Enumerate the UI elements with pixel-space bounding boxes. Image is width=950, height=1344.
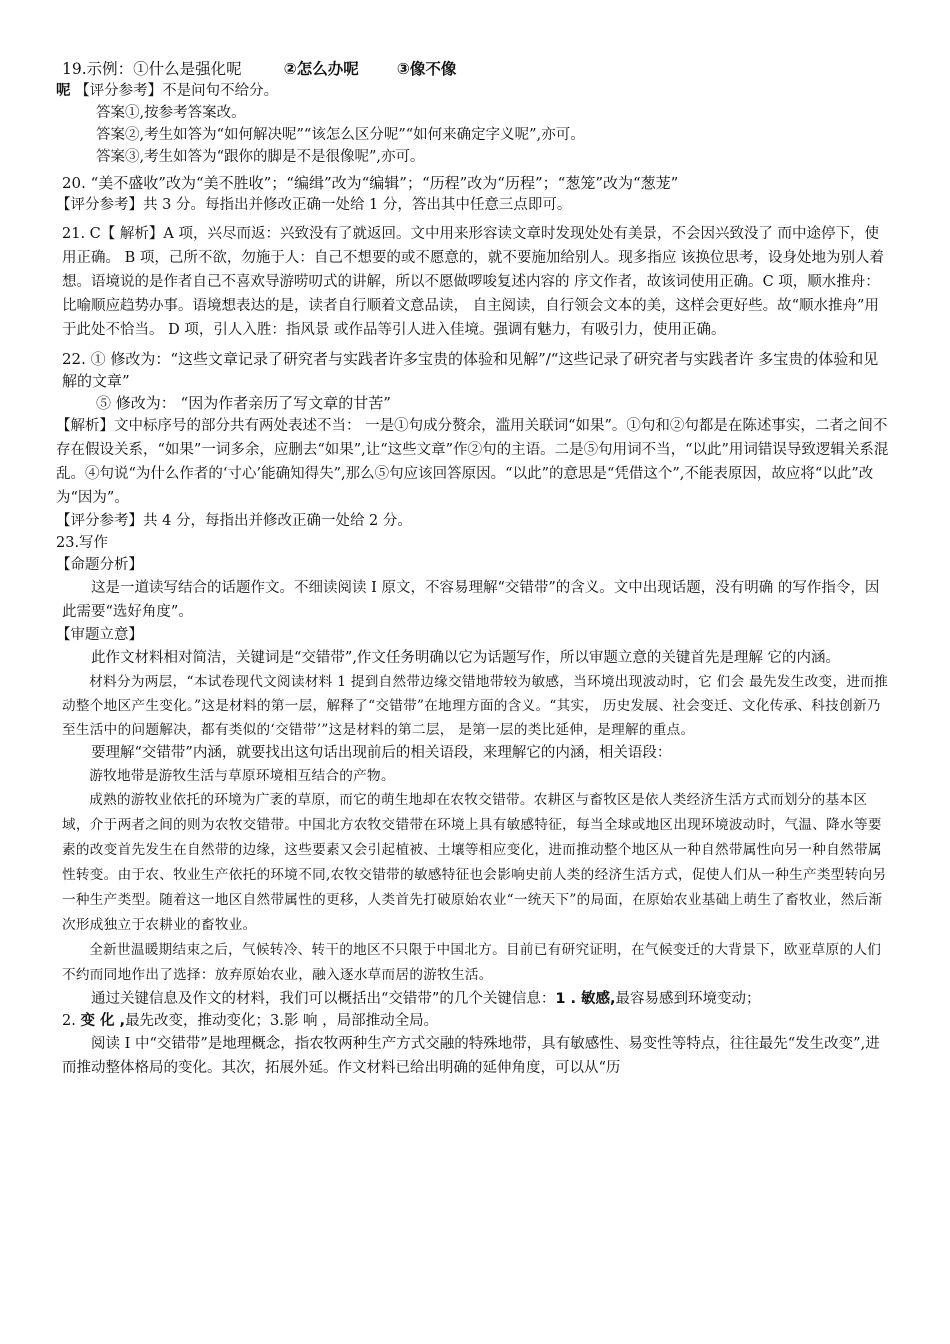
- q19-answer-2: ②怎么办呢: [283, 60, 359, 78]
- q23-key-info-intro: 通过关键信息及作文的材料，我们可以概括出“交错带”的几个关键信息：: [91, 991, 556, 1007]
- q23-section-proposition: 【命题分析】: [56, 557, 143, 573]
- q19-note-3: 答案③,考生如答为“跟你的脚是不是很像呢”,亦可。: [96, 149, 425, 165]
- q19-answer-3: ③像不像: [396, 60, 457, 78]
- q22-fix-1: 22. ① 修改为：“这些文章记录了研究者与实践者许多宝贵的体验和见解”/“这些记录了研究者与实践者许 多宝贵的体验和见解的文章”: [62, 350, 879, 390]
- q23-key-sensitive: 1 . 敏感,: [555, 991, 616, 1007]
- q20-scoring-ref: 【评分参考】共 3 分。每指出并修改正确一处给 1 分，答出其中任意三点即可。: [56, 197, 572, 213]
- q20-answer: 20. “美不盛收”改为“美不胜收”；“编缉”改为“编辑”；“历程”改为“历程”；“葱笼”改为“葱茏”: [62, 174, 679, 192]
- q19-line: [62, 58, 892, 80]
- q23-excerpt-2: 成熟的游牧业依托的环境为广袤的草原，而它的萌生地却在农牧交错带。农耕区与畜牧区是依人类经济生活方式而划分的基本区域，介于两者之间的则为农牧交错带。中国北方农牧交错带在环境上具有敏感特征，每当全球或地区出现环境波动时，气温、降水等要素的改变首先发生在自然带的边缘，这些要素又会引起植被、土壤等相应变化，进而推动整个地区从一种自然带属性向另一种自然带属性转变。由于农、牧业生产依托的环境不同,农牧交错带的敏感特征也会影响史前人类的经济生活方式，促使人们从一种生产类型转向另一种生产类型。随着这一地区自然带属性的更移，人类首先打破原始农业“一统天下”的局面，在原始农业基础上萌生了畜牧业，然后渐次形成独立于农耕业的畜牧业。: [62, 792, 887, 933]
- q23-material-layers: 材料分为两层，“本试卷现代文阅读材料 1 提到自然带边缘交错地带较为敏感，当环境出现波动时，它 们会 最先发生改变，进而推动整个地区产生变化。”这是材料的第一层，解释了“交错带”在地理方面的含义。“其实， 历史发展、社会变迁、文化传承、科技创新乃至生活中的问题解决，都有类似的‘交错带’”这是材料的第二层， 是第一层的类比延伸，是理解的重点。: [62, 674, 889, 738]
- q23-key-change-desc: 最先改变，推动变化；3.影 响 ，局部推动全局。: [125, 1013, 439, 1029]
- q23-key-info-1: [62, 988, 892, 1010]
- q23-intent-text: 此作文材料相对简洁，关键词是“交错带”,作文任务明确以它为话题写作，所以审题立意的关键首先是理解 它的内涵。: [91, 650, 841, 666]
- q19-note-1: 答案①,按参考答案改。: [96, 105, 246, 121]
- q22-fix-5: ⑤ 修改为： “因为作者亲历了写文章的甘苦”: [96, 394, 391, 412]
- q19-head: 19.示例：①什么是强化呢: [62, 60, 242, 78]
- q23-key-sensitive-desc: 最容易感到环境变动；: [615, 991, 761, 1007]
- q23-find-context: 要理解“交错带”内涵，就要找出这句话出现前后的相关语段，来理解它的内涵，相关语段：: [91, 745, 672, 761]
- q23-excerpt-3: 全新世温暖期结束之后，气候转冷、转干的地区不只限于中国北方。目前已有研究证明，在气候变迁的大背景下，欧亚草原的人们不约而同地作出了选择：放弃原始农业，融入逐水草而居的游牧生活。: [62, 942, 882, 983]
- q23-reading-analysis: 阅读 I 中“交错带”是地理概念，指农牧两种生产方式交融的特殊地带，具有敏感性、易变性等特点，往往最先“发生改变”,进而推动整体格局的变化。其次，拓展外延。作文材料已给出明确的延伸角度，可以从“历: [62, 1036, 880, 1076]
- answer-document: [56, 58, 892, 1080]
- q23-section-intent: 【审题立意】: [56, 627, 143, 643]
- q19-ref-line: [56, 80, 892, 102]
- q23-key-num-2: 2.: [62, 1013, 81, 1029]
- q23-heading: 23.写作: [56, 535, 109, 551]
- q19-note-2: 答案②,考生如答为“如何解决呢”“该怎么区分呢”“如何来确定字义呢”,亦可。: [96, 127, 585, 143]
- q22-scoring-ref: 【评分参考】共 4 分，每指出并修改正确一处给 2 分。: [56, 513, 412, 529]
- q23-excerpt-1: 游牧地带是游牧生活与草原环境相互结合的产物。: [89, 768, 395, 784]
- q19-answer-3-tail: 呢: [56, 83, 71, 99]
- q23-key-info-2: [62, 1010, 892, 1032]
- q23-proposition-text: 这是一道读写结合的话题作文。不细读阅读 I 原文，不容易理解“交错带”的含义。文中出现话题，没有明确 的写作指令，因此需要“选好角度”。: [62, 580, 880, 620]
- q19-scoring-ref: 【评分参考】不是问句不给分。: [75, 83, 279, 99]
- q23-key-change: 变 化 ,: [80, 1013, 126, 1029]
- q22-analysis: 【解析】文中标序号的部分共有两处表述不当： 一是①句成分赘余，滥用关联词“如果”。①句和②句都是在陈述事实，二者之间不存在假设关系，“如果”一词多余，应删去“如果”,让“这些文章”作②句的主语。二是⑤句用词不当，“以此”用词错误导致逻辑关系混乱。④句说“为什么作者的‘寸心’能确知得失”,那么⑤句应该回答原因。“以此”的意思是“凭借这个”,不能表原因，故应将“以此”改为“因为”。: [56, 418, 889, 506]
- q21-analysis: 21. C【 解析】A 项，兴尽而返：兴致没有了就返回。文中用来形容读文章时发现处处有美景，不会因兴致没了 而中途停下，使用正确。 B 项，己所不欲，勿施于人：自己不想要的或不愿意的，就不要施加给别人。现多指应 该换位思考，设身处地为别人着想。语境说的是作者自己不喜欢导游唠叨式的讲解，所以不愿做啰唆复述内容的 序文作者，故该词使用正确。C 项，顺水推舟：比喻顺应趋势办事。语境想表达的是，读者自行顺着文意品读， 自主阅读，自行领会文本的美，这样会更好些。故“顺水推舟”用于此处不恰当。 D 项，引人入胜：指风景 或作品等引人进入佳境。强调有魅力，有吸引力，使用正确。: [62, 226, 884, 338]
